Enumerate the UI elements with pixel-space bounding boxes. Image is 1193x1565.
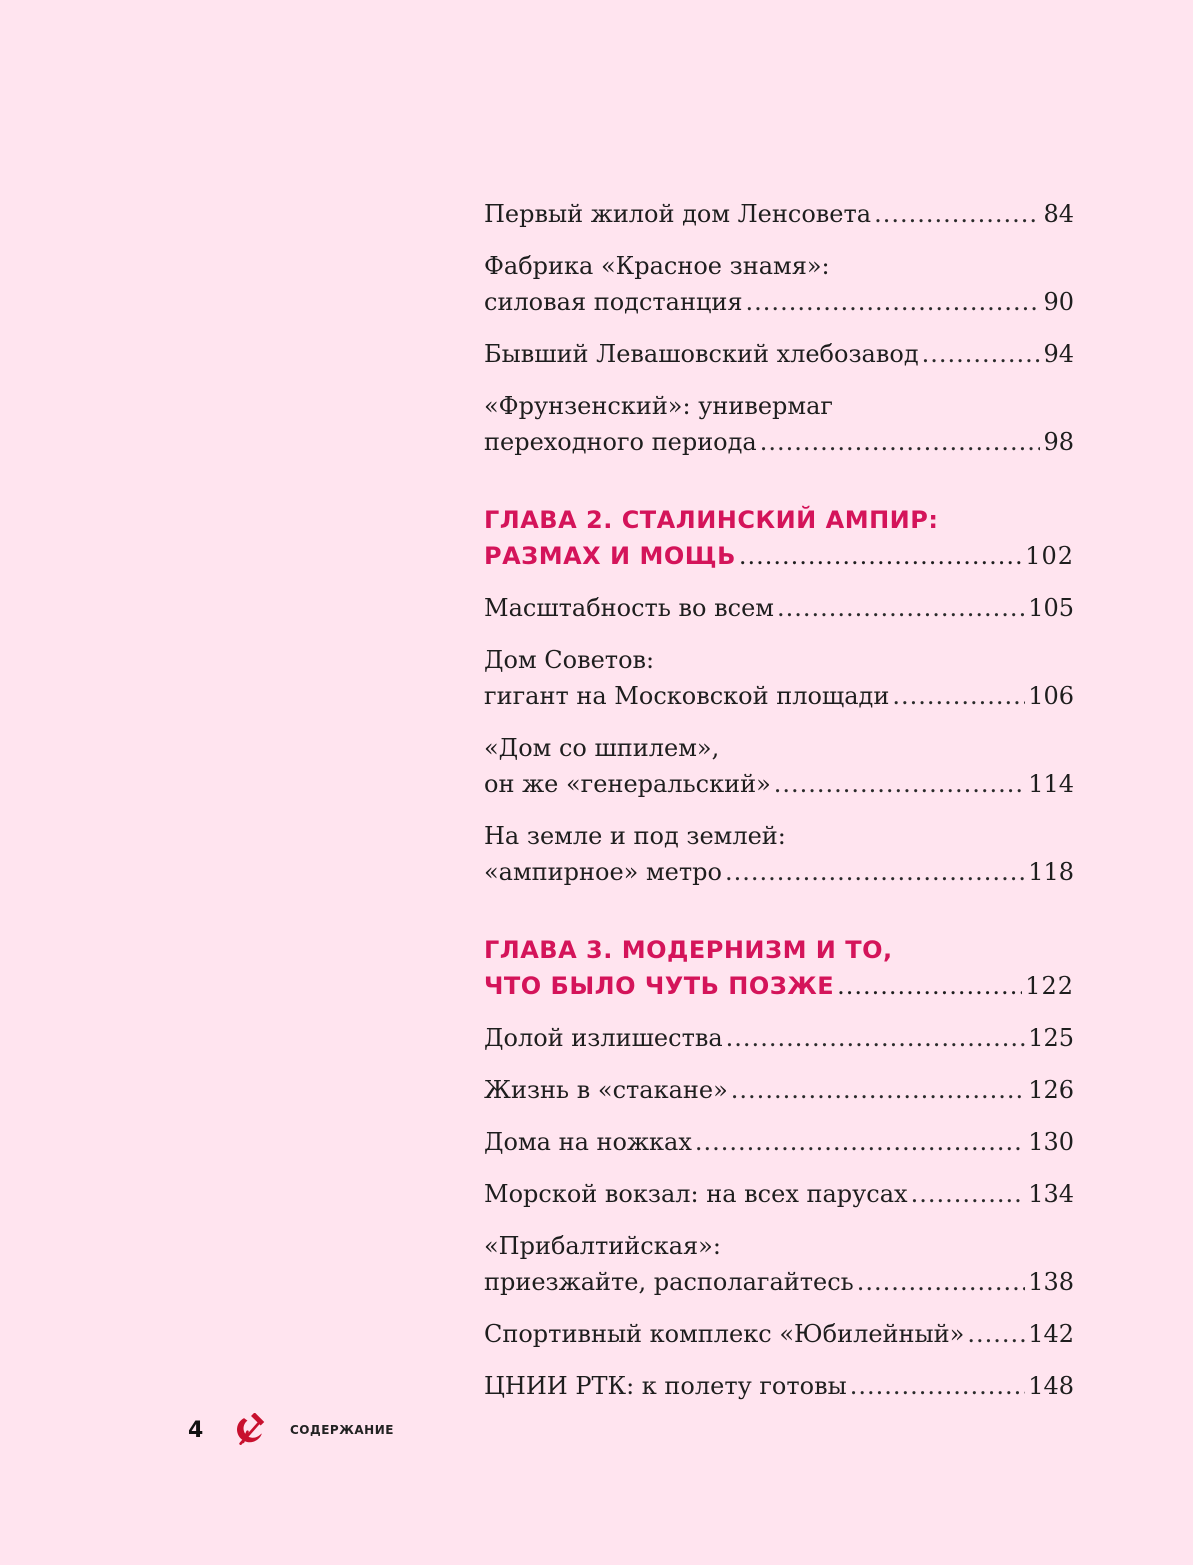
toc-page-number: 98 <box>1043 428 1074 456</box>
toc-entry[interactable] <box>484 1228 1074 1300</box>
toc-page-number: 130 <box>1028 1128 1074 1156</box>
dot-leader <box>760 424 1041 460</box>
toc-entry-title: Масштабность во всем <box>484 594 774 622</box>
toc-page-number: 118 <box>1028 858 1074 886</box>
dot-leader <box>739 538 1022 574</box>
dot-leader <box>967 1316 1025 1352</box>
toc-entry-title: На земле и под землей: <box>484 822 786 850</box>
toc-page-number: 114 <box>1028 770 1074 798</box>
dot-leader <box>746 284 1041 320</box>
toc-page-number: 138 <box>1028 1268 1074 1296</box>
dot-leader <box>695 1124 1025 1160</box>
toc-entry-title: Морской вокзал: на всех парусах <box>484 1180 908 1208</box>
section-title: СОДЕРЖАНИЕ <box>290 1423 394 1437</box>
toc-entry-title: Долой излишества <box>484 1024 723 1052</box>
toc-page-number: 126 <box>1028 1076 1074 1104</box>
toc-entry[interactable] <box>484 1072 1074 1108</box>
toc-entry[interactable] <box>484 1316 1074 1352</box>
toc-entry[interactable] <box>484 1020 1074 1056</box>
toc-page-number: 84 <box>1043 200 1074 228</box>
toc-page-number: 90 <box>1043 288 1074 316</box>
toc-entry-title: Дома на ножках <box>484 1128 692 1156</box>
toc-entry[interactable] <box>484 1368 1074 1404</box>
chapter-title: ГЛАВА 2. СТАЛИНСКИЙ АМПИР: <box>484 506 939 534</box>
toc-entry-title: Жизнь в «стакане» <box>484 1076 728 1104</box>
toc-entry[interactable] <box>484 590 1074 626</box>
toc-page-number: 148 <box>1028 1372 1074 1400</box>
page-number: 4 <box>188 1417 204 1443</box>
dot-leader <box>731 1072 1025 1108</box>
toc-entry-title: «Фрунзенский»: универмаг <box>484 392 833 420</box>
toc-page-number: 125 <box>1028 1024 1074 1052</box>
toc-entry-title: Фабрика «Красное знамя»: <box>484 252 830 280</box>
dot-leader <box>874 196 1040 232</box>
toc-page-number: 106 <box>1028 682 1074 710</box>
dot-leader <box>911 1176 1026 1212</box>
toc-chapter-2[interactable] <box>484 502 1074 574</box>
chapter-title-cont: ЧТО БЫЛО ЧУТЬ ПОЗЖЕ <box>484 972 835 1000</box>
toc-page-number: 94 <box>1043 340 1074 368</box>
dot-leader <box>725 854 1025 890</box>
toc-entry[interactable] <box>484 196 1074 232</box>
toc-entry[interactable] <box>484 388 1074 460</box>
dot-leader <box>777 590 1025 626</box>
toc-entry-title: Спортивный комплекс «Юбилейный» <box>484 1320 965 1348</box>
dot-leader <box>850 1368 1025 1404</box>
toc-page-number: 102 <box>1025 542 1074 570</box>
toc-entry[interactable] <box>484 1124 1074 1160</box>
toc-page-number: 105 <box>1028 594 1074 622</box>
toc-entry-title: «Прибалтийская»: <box>484 1232 721 1260</box>
chapter-title: ГЛАВА 3. МОДЕРНИЗМ И ТО, <box>484 936 893 964</box>
toc-entry-title: ЦНИИ РТК: к полету готовы <box>484 1372 847 1400</box>
toc-entry[interactable] <box>484 730 1074 802</box>
dot-leader <box>922 336 1041 372</box>
toc-chapter-3[interactable] <box>484 932 1074 1004</box>
toc-entry-title: Дом Советов: <box>484 646 655 674</box>
chapter-title-cont: РАЗМАХ И МОЩЬ <box>484 542 736 570</box>
toc-entry-title-cont: он же «генеральский» <box>484 770 771 798</box>
toc-page-number: 134 <box>1028 1180 1074 1208</box>
dot-leader <box>857 1264 1025 1300</box>
toc-entry[interactable] <box>484 818 1074 890</box>
toc-entry[interactable] <box>484 642 1074 714</box>
hammer-and-sickle-icon <box>232 1413 268 1447</box>
toc-entry[interactable] <box>484 1176 1074 1212</box>
toc-entry-title-cont: «ампирное» метро <box>484 858 722 886</box>
toc-entry[interactable] <box>484 336 1074 372</box>
toc-entry-title-cont: силовая подстанция <box>484 288 743 316</box>
page-footer <box>188 1412 394 1448</box>
toc-entry-title-cont: переходного периода <box>484 428 757 456</box>
toc-entry[interactable] <box>484 248 1074 320</box>
dot-leader <box>726 1020 1026 1056</box>
toc-entry-title: Бывший Левашовский хлебозавод <box>484 340 919 368</box>
dot-leader <box>774 766 1025 802</box>
toc-page-number: 122 <box>1025 972 1074 1000</box>
dot-leader <box>837 968 1022 1004</box>
dot-leader <box>892 678 1025 714</box>
toc-entry-title: Первый жилой дом Ленсовета <box>484 200 872 228</box>
toc-page-number: 142 <box>1028 1320 1074 1348</box>
table-of-contents <box>484 196 1074 1420</box>
toc-entry-title: «Дом со шпилем», <box>484 734 720 762</box>
toc-entry-title-cont: гигант на Московской площади <box>484 682 890 710</box>
toc-entry-title-cont: приезжайте, располагайтесь <box>484 1268 854 1296</box>
